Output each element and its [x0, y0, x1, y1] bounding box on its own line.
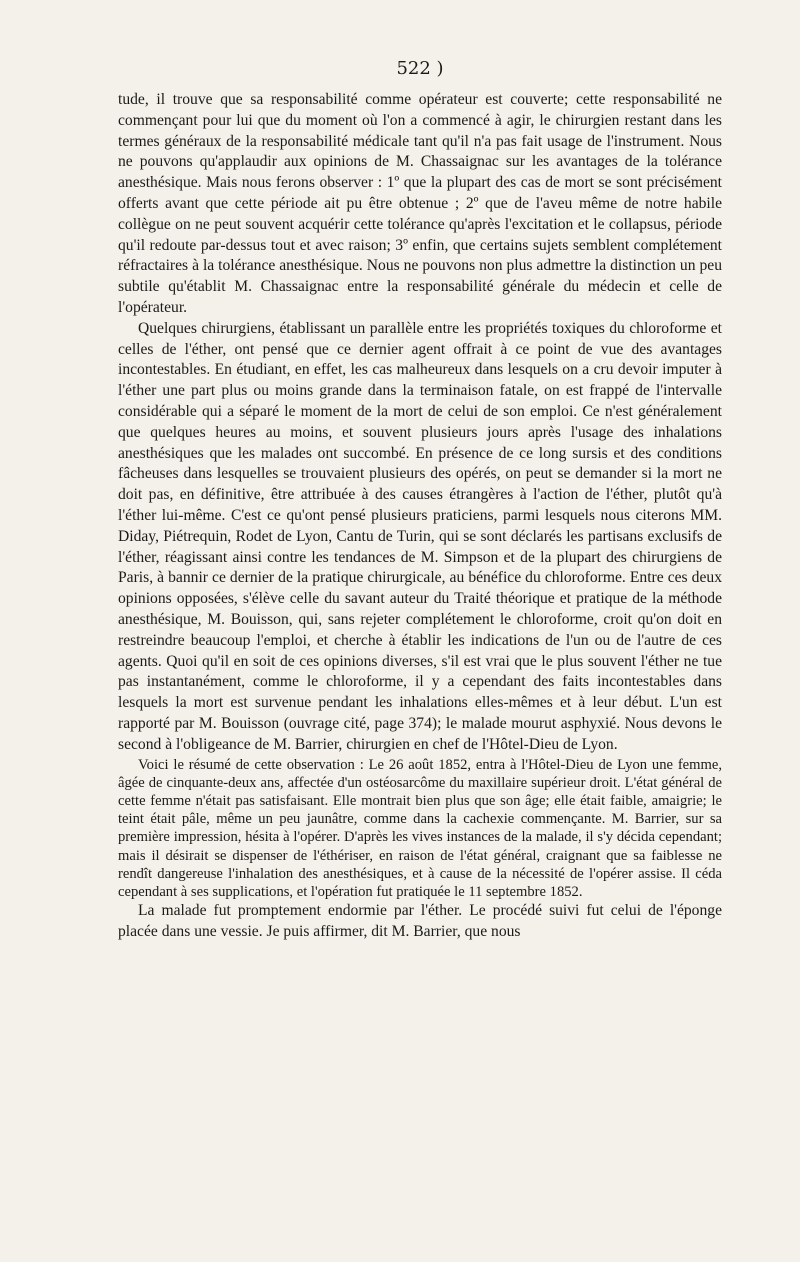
page-number: 522 ) [396, 58, 444, 79]
paragraph-observation-summary: Voici le résumé de cette observation : Le 26 août 1852, entra à l'Hôtel-Dieu de Lyon une femme, âgée de cinquante-deux ans, affectée d'un ostéosarcôme du maxillaire supérieur droit. L'état général de cette femme n'était pas satisfaisant. Elle montrait bien plus que son âge; elle était faible, amaigrie; le teint était pâle, même un peu jaunâtre, comme dans la cachexie commençante. M. Barrier, sur sa première impression, hésita à l'opérer. D'après les vives instances de la malade, il s'y décida cependant; mais il désirait se dispenser de l'éthériser, en raison de l'état général, craignant que sa faiblesse ne rendît dangereuse l'inhalation des anesthésiques, et à cause de la nécessité de l'opérer assise. Il céda cependant à ses supplications, et l'opération fut pratiquée le 11 septembre 1852. [118, 756, 722, 900]
paragraph-procedure: La malade fut promptement endormie par l'éther. Le procédé suivi fut celui de l'éponge placée dans une vessie. Je puis affirmer, dit M. Barrier, que nous [118, 902, 722, 940]
paragraph-ether-chloroform: Quelques chirurgiens, établissant un parallèle entre les propriétés toxiques du chloroforme et celles de l'éther, ont pensé que ce dernier agent offrait à ce point de vue des avantages incontestables. En étudiant, en effet, les cas malheureux dans lesquels on a cru devoir imputer à l'éther une part plus ou moins grande dans la terminaison fatale, on est frappé de l'intervalle considérable qui a séparé le moment de la mort de celui de son emploi. Ce n'est généralement que quelques heures au moins, et souvent plusieurs jours après l'usage des inhalations anesthésiques que les malades ont succombé. En présence de ce long sursis et des conditions fâcheuses dans lesquelles se trouvaient plusieurs des opérés, on peut se demander si la mort ne doit pas, en définitive, être attribuée à des causes étrangères à l'action de l'éther, plutôt qu'à l'éther lui-même. C'est ce qu'ont pensé plusieurs praticiens, parmi lesquels nous citerons MM. Diday, Piétrequin, Rodet de Lyon, Cantu de Turin, qui se sont déclarés les partisans exclusifs de l'éther, réagissant ainsi contre les tendances de M. Simpson et de la plupart des chirurgiens de Paris, à bannir ce dernier de la pratique chirurgicale, au bénéfice du chloroforme. Entre ces deux opinions opposées, s'élève celle du savant auteur du Traité théorique et pratique de la méthode anesthésique, M. Bouisson, qui, sans rejeter complétement le chloroforme, croit qu'on doit en restreindre beaucoup l'emploi, et cherche à établir les indications de l'un ou de l'autre de ces agents. Quoi qu'il en soit de ces opinions diverses, s'il est vrai que le plus souvent l'éther ne tue pas instantanément, comme le chloroforme, il y a cependant des faits incontestables dans lesquels la mort est survenue pendant les inhalations elles-mêmes et à leur début. L'un est rapporté par M. Bouisson (ouvrage cité, page 374); le malade mourut asphyxié. Nous devons le second à l'obligeance de M. Barrier, chirurgien en chef de l'Hôtel-Dieu de Lyon. [118, 319, 722, 753]
paragraph-continuation: tude, il trouve que sa responsabilité comme opérateur est couverte; cette responsabilité ne commençant pour lui que du moment où l'on a commencé à agir, le chirurgien restant dans les termes généraux de la responsabilité médicale tant qu'il n'a pas fait usage de l'instrument. Nous ne pouvons qu'applaudir aux opinions de M. Chassaignac sur les avantages de la tolérance anesthésique. Mais nous ferons observer : 1º que la plupart des cas de mort se sont précisément offerts avant que cette période ait pu être obtenue ; 2º que de l'aveu même de notre habile collègue on ne peut souvent acquérir cette tolérance qu'après l'excitation et le collapsus, période qu'il redoute par-dessus tout et avec raison; 3º enfin, que certains sujets semblent complétement réfractaires à la tolérance anesthésique. Nous ne pouvons non plus admettre la distinction un peu subtile qu'établit M. Chassaignac entre la responsabilité générale du médecin et celle de l'opérateur. [118, 91, 722, 316]
